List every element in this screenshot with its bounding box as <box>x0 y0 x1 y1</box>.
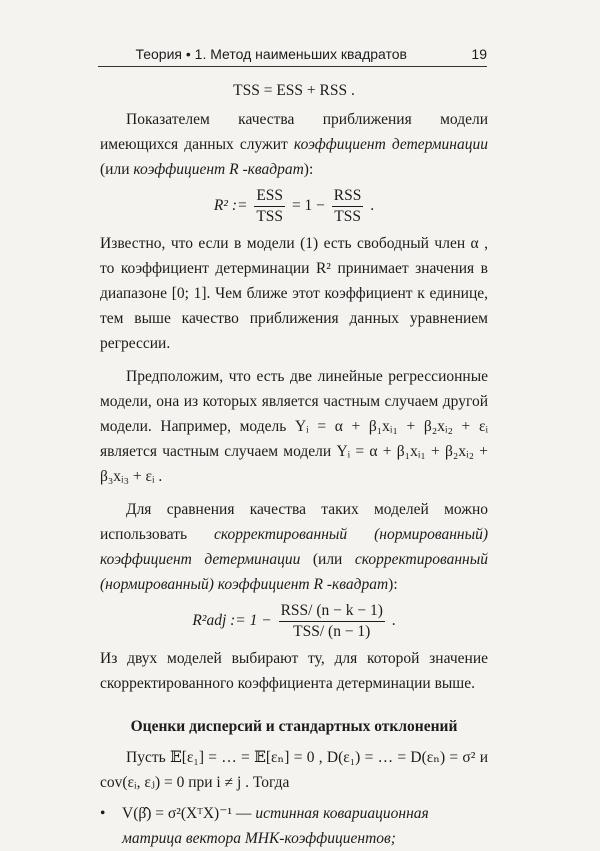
fraction-adjusted <box>279 601 385 642</box>
paragraph-text: (или <box>100 161 134 178</box>
eq-end: . <box>391 612 396 630</box>
paragraph-adjusted <box>100 497 488 597</box>
term-determination: коэффициент детерминации <box>293 136 488 153</box>
paragraph-text: (или <box>300 551 355 568</box>
eq-end: . <box>370 197 375 215</box>
fraction-numerator: RSS/ (n − k − 1) <box>279 601 385 622</box>
fraction-rss-tss <box>332 186 364 227</box>
paragraph-text: Для сравнения качества таких моделей можно использовать <box>100 501 488 543</box>
term-r-squared: коэффициент R -квадрат <box>133 161 304 178</box>
fraction-ess-tss <box>254 186 285 227</box>
page-content <box>100 74 488 851</box>
term-adjusted-determination: скорректированный (нормированный) коэффициент детерминации <box>100 526 488 568</box>
bullet-text: истинная ковариационная матрица вектора МНК-коэффициентов; <box>122 805 429 847</box>
eq-lhs: R²adj := 1 − <box>192 612 272 630</box>
paragraph-choose-model: Из двух моделей выбирают ту, для которой значение скорректированного коэффициента детерминации выше. <box>100 650 488 692</box>
fraction-denominator: TSS <box>334 208 361 225</box>
fraction-numerator: ESS <box>254 186 285 207</box>
eq-middle: = 1 − <box>291 197 325 215</box>
paragraph-text: Показателем качества приближения модели имеющихся данных служит <box>100 111 488 153</box>
section-title: Оценки дисперсий и стандартных отклонений <box>130 718 458 735</box>
equation-r-squared-adj <box>100 601 488 642</box>
paragraph-two-models: Предположим, что есть две линейные регрессионные модели, она из которых является частным случаем другой модели. Например, модель Yᵢ = α + β₁xᵢ₁ + β₂xᵢ₂ + εᵢ является частным случаем модели Yᵢ = α + β₁xᵢ₁ + β₂xᵢ₂ + β₃xᵢ₃ + εᵢ . <box>100 368 488 485</box>
fraction-numerator: RSS <box>332 186 364 207</box>
equation-tss: TSS = ESS + RSS . <box>233 82 355 99</box>
paragraph-text: ): <box>388 576 398 593</box>
paragraph-text: ): <box>303 161 314 178</box>
bullet-formula: V(β̂) = σ²(XᵀX)⁻¹ — <box>122 805 252 822</box>
term-adjusted-r-squared: скорректированный (нормированный) коэффициент R -квадрат <box>100 551 488 593</box>
header-title: Теория • 1. Метод наименьших квадратов <box>135 46 407 62</box>
eq-lhs: R² := <box>213 197 248 215</box>
paragraph-free-term: Известно, что если в модели (1) есть свободный член α , то коэффициент детерминации R² принимает значения в диапазоне [0; 1]. Чем ближе этот коэффициент к единице, тем выше качество приближения данных уравнением регрессии. <box>100 235 488 352</box>
fraction-denominator: TSS <box>256 208 284 225</box>
paragraph-determination-coefficient <box>100 107 488 182</box>
fraction-denominator: TSS/ (n − 1) <box>293 623 371 640</box>
paragraph-assumptions: Пусть 𝔼[ε₁] = … = 𝔼[εₙ] = 0 , D(ε₁) = … = D(εₙ) = σ² и cov(εᵢ, εⱼ) = 0 при i ≠ j . Тогда <box>100 749 488 791</box>
running-header <box>98 40 487 67</box>
equation-r-squared <box>100 186 488 227</box>
bullet-icon: • <box>100 805 106 822</box>
page-number: 19 <box>471 46 487 62</box>
list-item <box>100 801 488 851</box>
